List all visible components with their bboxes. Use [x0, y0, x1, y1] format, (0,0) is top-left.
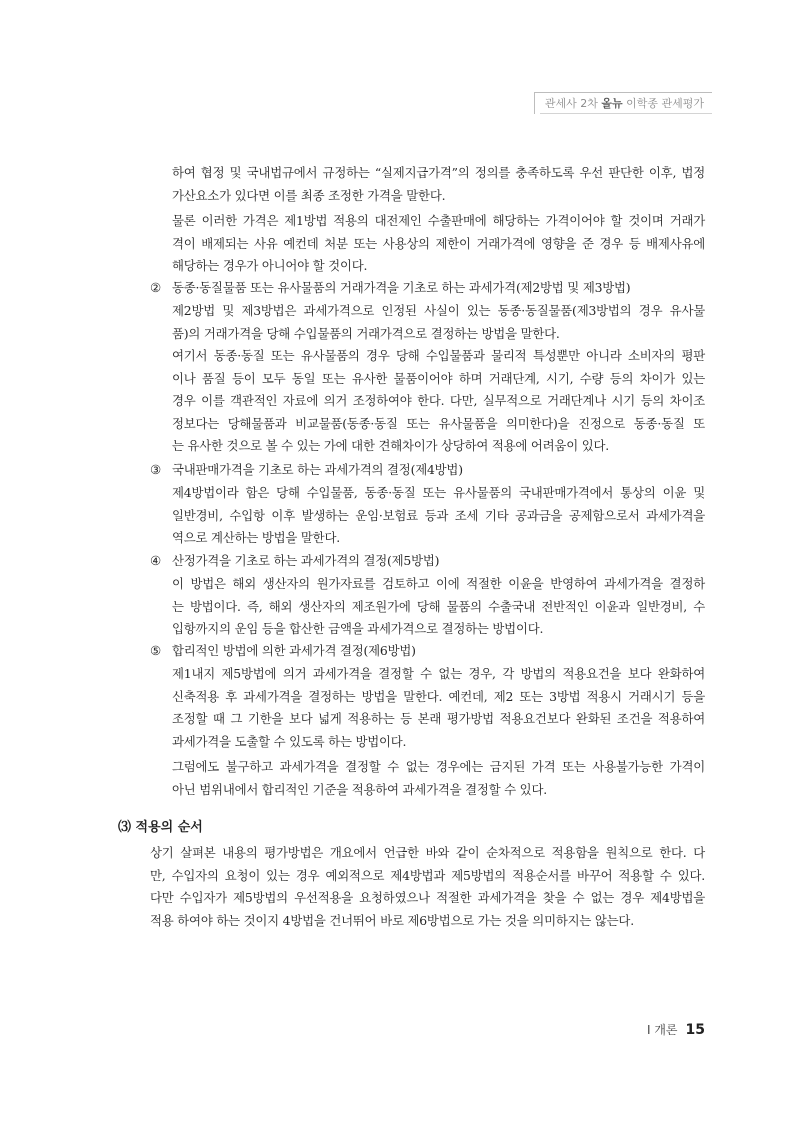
text-line: 는 유사한 것으로 볼 수 있는 가에 대한 견해차이가 상당하여 적용에 어려움이 있다.: [172, 438, 609, 453]
text-line: 가산요소가 있다면 이를 최종 조정한 가격을 말한다.: [172, 187, 446, 203]
text-line: 상기 살펴본 내용의 평가방법은 개요에서 언급한 바와 같이 순차적으로 적용함을 원칙으로 한다. 다: [150, 845, 705, 860]
section-heading: ⑶ 적용의 순서: [118, 820, 203, 835]
page-footer: [647, 1021, 705, 1038]
paragraph: [172, 210, 705, 278]
text-line: 역으로 계산하는 방법을 말한다.: [172, 530, 340, 545]
header-suffix: 이학종 관세평가: [626, 97, 704, 110]
paragraph: [172, 482, 705, 550]
paragraph: [172, 300, 705, 345]
text-line: 여기서 동종·동질 또는 유사물품의 경우 당해 수입물품과 물리적 특성뿐만 아니라 소비자의 평판: [172, 348, 705, 363]
text-line: 그럼에도 불구하고 과세가격을 결정할 수 없는 경우에는 금지된 가격 또는 사용불가능한 가격이: [172, 759, 705, 774]
item-number: ④: [150, 553, 161, 568]
paragraph: [172, 162, 705, 207]
item-title: 합리적인 방법에 의한 과세가격 결정(제6방법): [172, 643, 416, 658]
list-item-heading: [150, 550, 439, 572]
text-line: 해당하는 경우가 아니어야 할 것이다.: [172, 258, 368, 273]
text-line: 적용 하여야 하는 것이지 4방법을 건너뛰어 바로 제6방법으로 가는 것을 의미하지는 않는다.: [150, 912, 634, 928]
header-rule: [540, 113, 712, 114]
paragraph: [150, 842, 705, 932]
page-number: 15: [685, 1022, 705, 1038]
item-title: 국내판매가격을 기초로 하는 과세가격의 결정(제4방법): [172, 462, 463, 477]
text-line: 격이 배제되는 사유 예컨데 처분 또는 사용상의 제한이 거래가격에 영향을 준 경우 등 배제사유에: [172, 235, 705, 251]
text-line: 정보다는 당해물품과 비교물품(동종·동질 또는 유사물품을 의미한다)을 진정으로 동종·동질 또: [172, 415, 705, 431]
text-line: 이나 품질 등이 모두 동일 또는 유사한 물품이어야 하며 거래단계, 시기, 수량 등의 차이가 있는: [172, 370, 705, 386]
text-line: 이 방법은 해외 생산자의 원가자료를 검토하고 이에 적절한 이윤을 반영하여 과세가격을 결정하: [172, 576, 705, 591]
item-number: ②: [150, 280, 161, 295]
list-item-heading: [150, 459, 463, 481]
header-brand: 올뉴: [601, 97, 623, 110]
text-line: 는 방법이다. 즉, 해외 생산자의 제조원가에 당해 물품의 수출국내 전반적인 이윤과 일반경비, 수: [172, 598, 705, 614]
running-header: [534, 92, 712, 114]
text-line: 경우 이를 객관적인 자료에 의거 조정하여야 한다. 다만, 실무적으로 거래단계나 시기 등의 차이조: [172, 393, 705, 408]
item-title: 동종·동질물품 또는 유사물품의 거래가격을 기초로 하는 과세가격(제2방법 및 제3방법): [172, 280, 631, 295]
text-line: 아닌 범위내에서 합리적인 기준을 적용하여 과세가격을 결정할 수 있다.: [172, 781, 547, 797]
list-item-heading: [150, 277, 630, 299]
text-line: 품)의 거래가격을 당해 수입물품의 거래가격으로 결정하는 방법을 말한다.: [172, 325, 560, 341]
header-prefix: 관세사 2차: [544, 97, 598, 110]
text-line: 물론 이러한 가격은 제1방법 적용의 대전제인 수출판매에 해당하는 가격이어야 할 것이며 거래가: [172, 213, 705, 228]
text-line: 제4방법이라 함은 당해 수입물품, 동종·동질 또는 유사물품의 국내판매가격에서 통상의 이윤 및: [172, 485, 705, 500]
text-line: 입항까지의 운임 등을 합산한 금액을 과세가격으로 결정하는 방법이다.: [172, 621, 544, 636]
text-line: 다만 수입자가 제5방법의 우선적용을 요청하였으나 적절한 과세가격을 찾을 수 없는 경우 제4방법을: [150, 890, 705, 905]
paragraph: [172, 756, 705, 801]
text-line: 신축적용 후 과세가격을 결정하는 방법을 말한다. 예컨데, 제2 또는 3방법 적용시 거래시기 등을: [172, 688, 705, 704]
paragraph: [172, 573, 705, 641]
paragraph: [172, 345, 705, 458]
text-line: 일반경비, 수입항 이후 발생하는 운임·보험료 등과 조세 기타 공과금을 공제함으로서 과세가격을: [172, 507, 705, 523]
paragraph: [172, 663, 705, 753]
text-line: 조정할 때 그 기한을 보다 넓게 적용하는 등 본래 평가방법 적용요건보다 완화된 조건을 적용하여: [172, 711, 705, 726]
text-line: 만, 수입자의 요청이 있는 경우 예외적으로 제4방법과 제5방법의 적용순서를 바꾸어 적용할 수 있다.: [150, 867, 705, 883]
text-line: 제1내지 제5방법에 의거 과세가격을 결정할 수 없는 경우, 각 방법의 적용요건을 보다 완화하여: [172, 666, 705, 681]
item-number: ③: [150, 462, 161, 477]
chapter-label: Ⅰ 개론: [646, 1023, 678, 1037]
text-line: 과세가격을 도출할 수 있도록 하는 방법이다.: [172, 733, 407, 749]
item-number: ⑤: [150, 643, 161, 658]
item-title: 산정가격을 기초로 하는 과세가격의 결정(제5방법): [172, 553, 440, 568]
list-item-heading: [150, 640, 416, 662]
text-line: 하여 협정 및 국내법규에서 규정하는 “실제지급가격”의 정의를 충족하도록 우선 판단한 이후, 법정: [172, 165, 705, 180]
text-line: 제2방법 및 제3방법은 과세가격으로 인정된 사실이 있는 동종·동질물품(제3방법의 경우 유사물: [172, 303, 705, 318]
